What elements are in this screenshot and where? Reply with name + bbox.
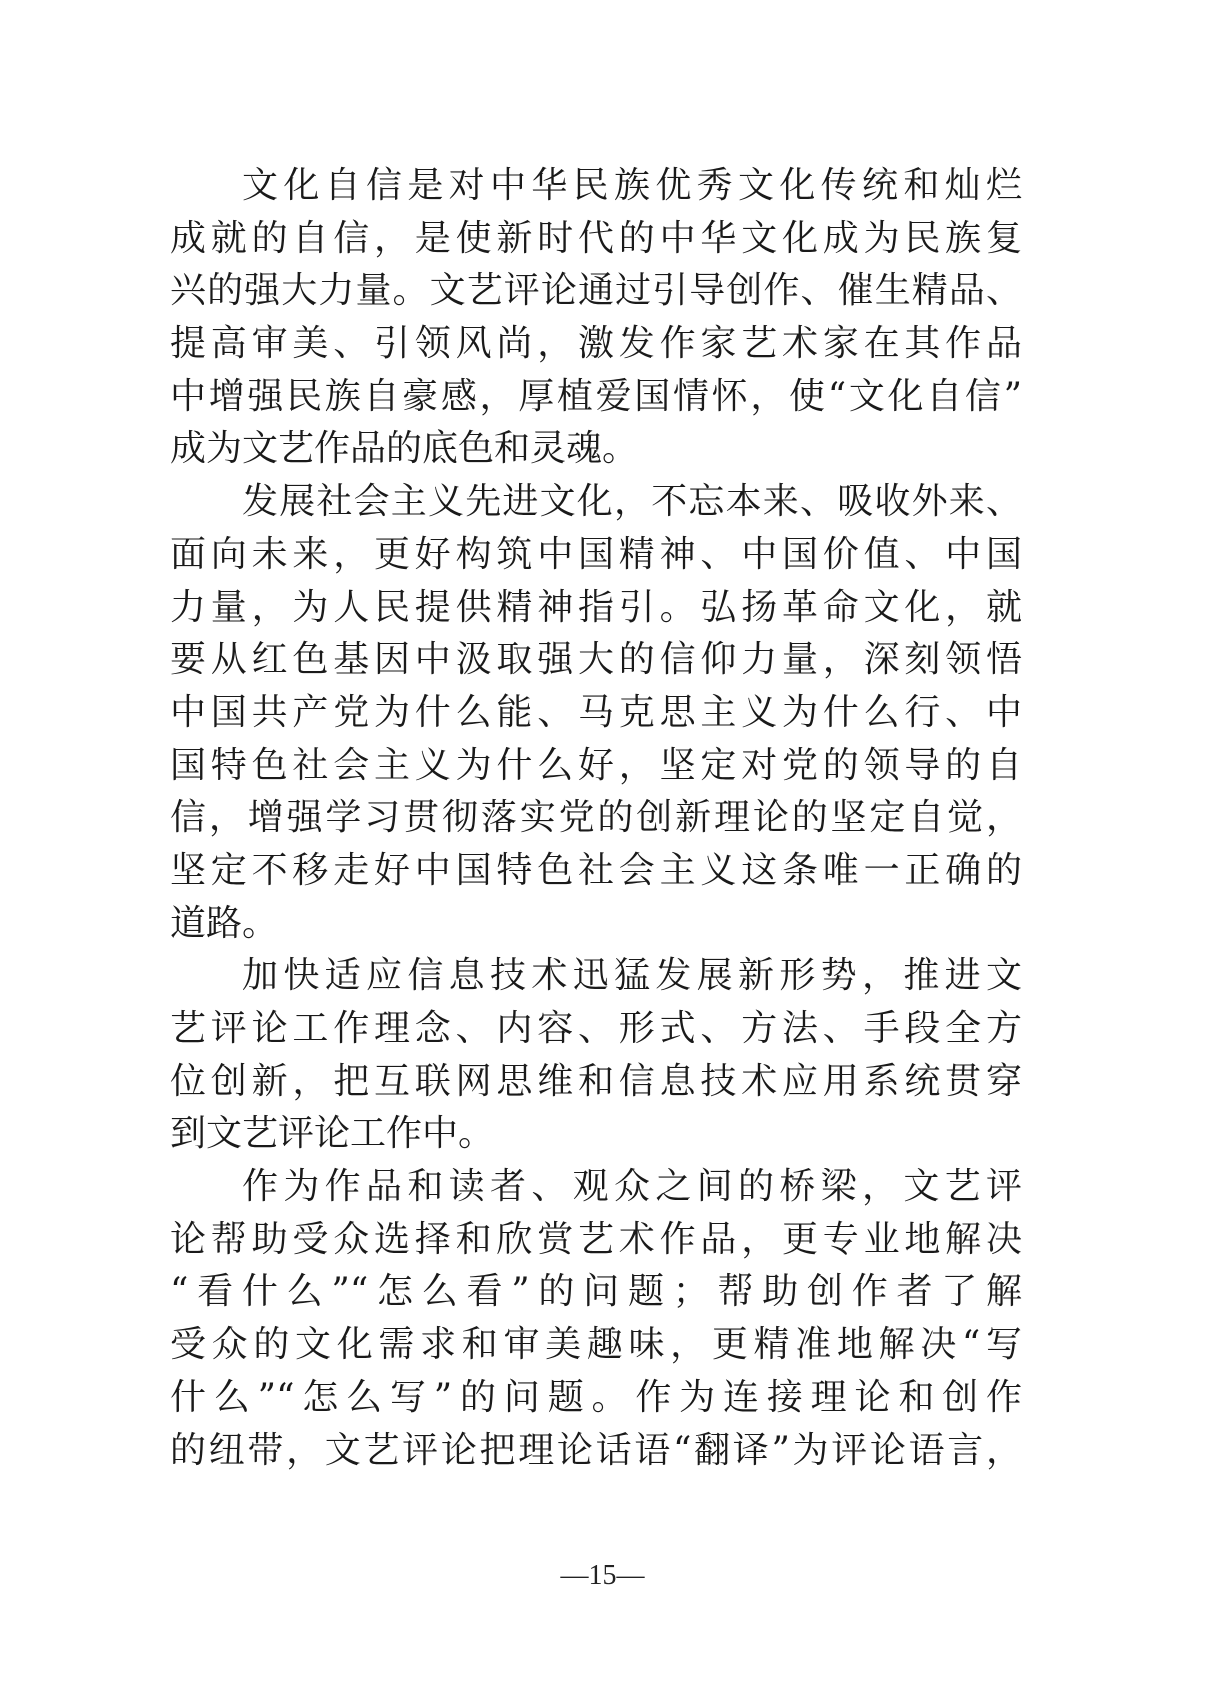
paragraph-1-line-2: 成就的自信，是使新时代的中华文化成为民族复	[170, 217, 1022, 259]
paragraph-1-line-5: 中增强民族自豪感，厚植爱国情怀，使“文化自信”	[170, 375, 1022, 417]
page-number: —15—	[560, 1560, 645, 1591]
paragraph-1-line-6: 成为文艺作品的底色和灵魂。	[170, 428, 639, 470]
paragraph-3-line-2: 艺评论工作理念、内容、形式、方法、手段全方	[170, 1008, 1022, 1049]
paragraph-2-line-2: 面向未来，更好构筑中国精神、中国价值、中国	[170, 533, 1022, 575]
paragraph-3-line-1: 加快适应信息技术迅猛发展新形势，推进文	[242, 955, 1022, 997]
paragraph-4-line-6: 的纽带，文艺评论把理论话语“翻译”为评论语言，	[170, 1429, 1022, 1471]
paragraph-4-line-5: 什么”“怎么写”的问题。作为连接理论和创作	[170, 1376, 1022, 1418]
paragraph-3-line-4: 到文艺评论工作中。	[170, 1113, 495, 1155]
paragraph-2-line-9: 道路。	[170, 902, 279, 944]
paragraph-2-line-1: 发展社会主义先进文化，不忘本来、吸收外来、	[242, 481, 1022, 523]
paragraph-2-line-3: 力量，为人民提供精神指引。弘扬革命文化，就	[170, 586, 1022, 628]
paragraph-1-line-1: 文化自信是对中华民族优秀文化传统和灿烂	[242, 165, 1022, 206]
paragraph-4-line-3: “看什么”“怎么看”的问题；帮助创作者了解	[170, 1271, 1022, 1313]
paragraph-2-line-4: 要从红色基因中汲取强大的信仰力量，深刻领悟	[170, 639, 1022, 681]
paragraph-2-line-6: 国特色社会主义为什么好，坚定对党的领导的自	[170, 744, 1022, 786]
paragraph-2-line-5: 中国共产党为什么能、马克思主义为什么行、中	[170, 691, 1022, 733]
body-text	[170, 160, 1022, 1477]
paragraph-4-line-4: 受众的文化需求和审美趣味，更精准地解决“写	[170, 1324, 1022, 1366]
paragraph-4-line-1: 作为作品和读者、观众之间的桥梁，文艺评	[242, 1166, 1022, 1208]
paragraph-2-line-7: 信，增强学习贯彻落实党的创新理论的坚定自觉，	[170, 797, 1022, 839]
paragraph-1-line-4: 提高审美、引领风尚，激发作家艺术家在其作品	[170, 323, 1022, 365]
paragraph-4-line-2: 论帮助受众选择和欣赏艺术作品，更专业地解决	[170, 1218, 1022, 1260]
paragraph-3-line-3: 位创新，把互联网思维和信息技术应用系统贯穿	[170, 1060, 1022, 1102]
paragraph-2-line-8: 坚定不移走好中国特色社会主义这条唯一正确的	[170, 849, 1022, 891]
paragraph-1-line-3: 兴的强大力量。文艺评论通过引导创作、催生精品、	[170, 270, 1022, 312]
